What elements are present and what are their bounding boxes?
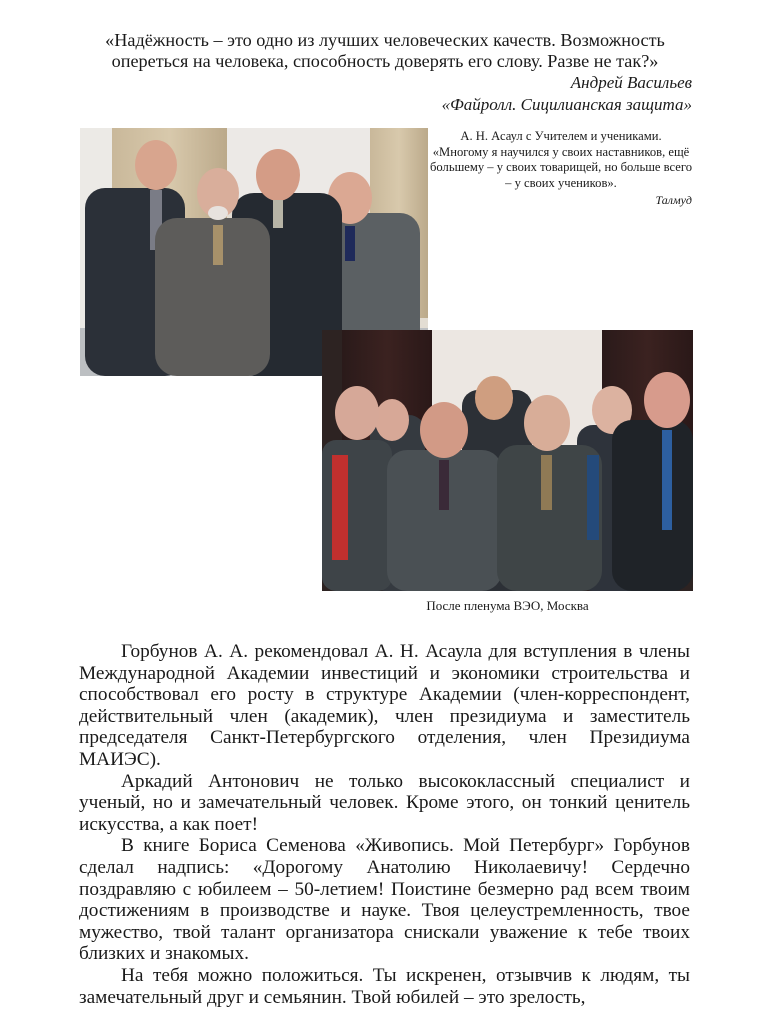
paragraph: Горбунов А. А. рекомендовал А. Н. Асаула для вступления в члены Международной Академии инвестиций и экономики строительства и способствовал его росту в структуре Академии (член-корреспондент, действительный член (академик), член президиума и заместитель председателя Санкт-Петербургского отделения, член Президиума МАИЭС).: [79, 641, 690, 770]
epigraph-quote: «Надёжность – это одно из лучших человеческих качеств. Возможность опереться на человека, способность доверять его слову. Разве не так?»: [105, 30, 665, 71]
photo2-image: [322, 330, 693, 591]
body-text: [79, 641, 690, 1008]
paragraph: Аркадий Антонович не только высококлассный специалист и ученый, но и замечательный человек. Кроме этого, он тонкий ценитель искусства, а как поет!: [79, 770, 690, 835]
photo2-caption: После пленума ВЭО, Москва: [426, 598, 589, 613]
paragraph: На тебя можно положиться. Ты искренен, отзывчив к людям, ты замечательный друг и семьянин. Твой юбилей – это зрелость,: [79, 964, 690, 1008]
epigraph: [70, 30, 700, 116]
photo1-caption: [430, 129, 692, 209]
paragraph: В книге Бориса Семенова «Живопись. Мой Петербург» Горбунов сделал надпись: «Дорогому Анатолию Николаевичу! Сердечно поздравляю с юбилеем – 50-летием! Поистине безмерно рад всем твоим достижениям в производстве и науке. Твоя целеустремленность, твое мужество, твой талант организатора снискали уважение к тебе твоих близких и знакомых.: [79, 835, 690, 965]
photo1-caption-line-2: «Многому я научился у своих наставников, ещё большему – у своих товарищей, но больше всего – у своих учеников».: [430, 144, 692, 190]
photo1-caption-source: Талмуд: [655, 193, 692, 208]
epigraph-author: Андрей Васильев: [570, 73, 692, 92]
photo1-caption-line-1: А. Н. Асаул с Учителем и учениками.: [460, 129, 662, 143]
group-photo-2: [322, 330, 693, 591]
epigraph-source: «Файролл. Сицилианская защита»: [441, 95, 692, 114]
